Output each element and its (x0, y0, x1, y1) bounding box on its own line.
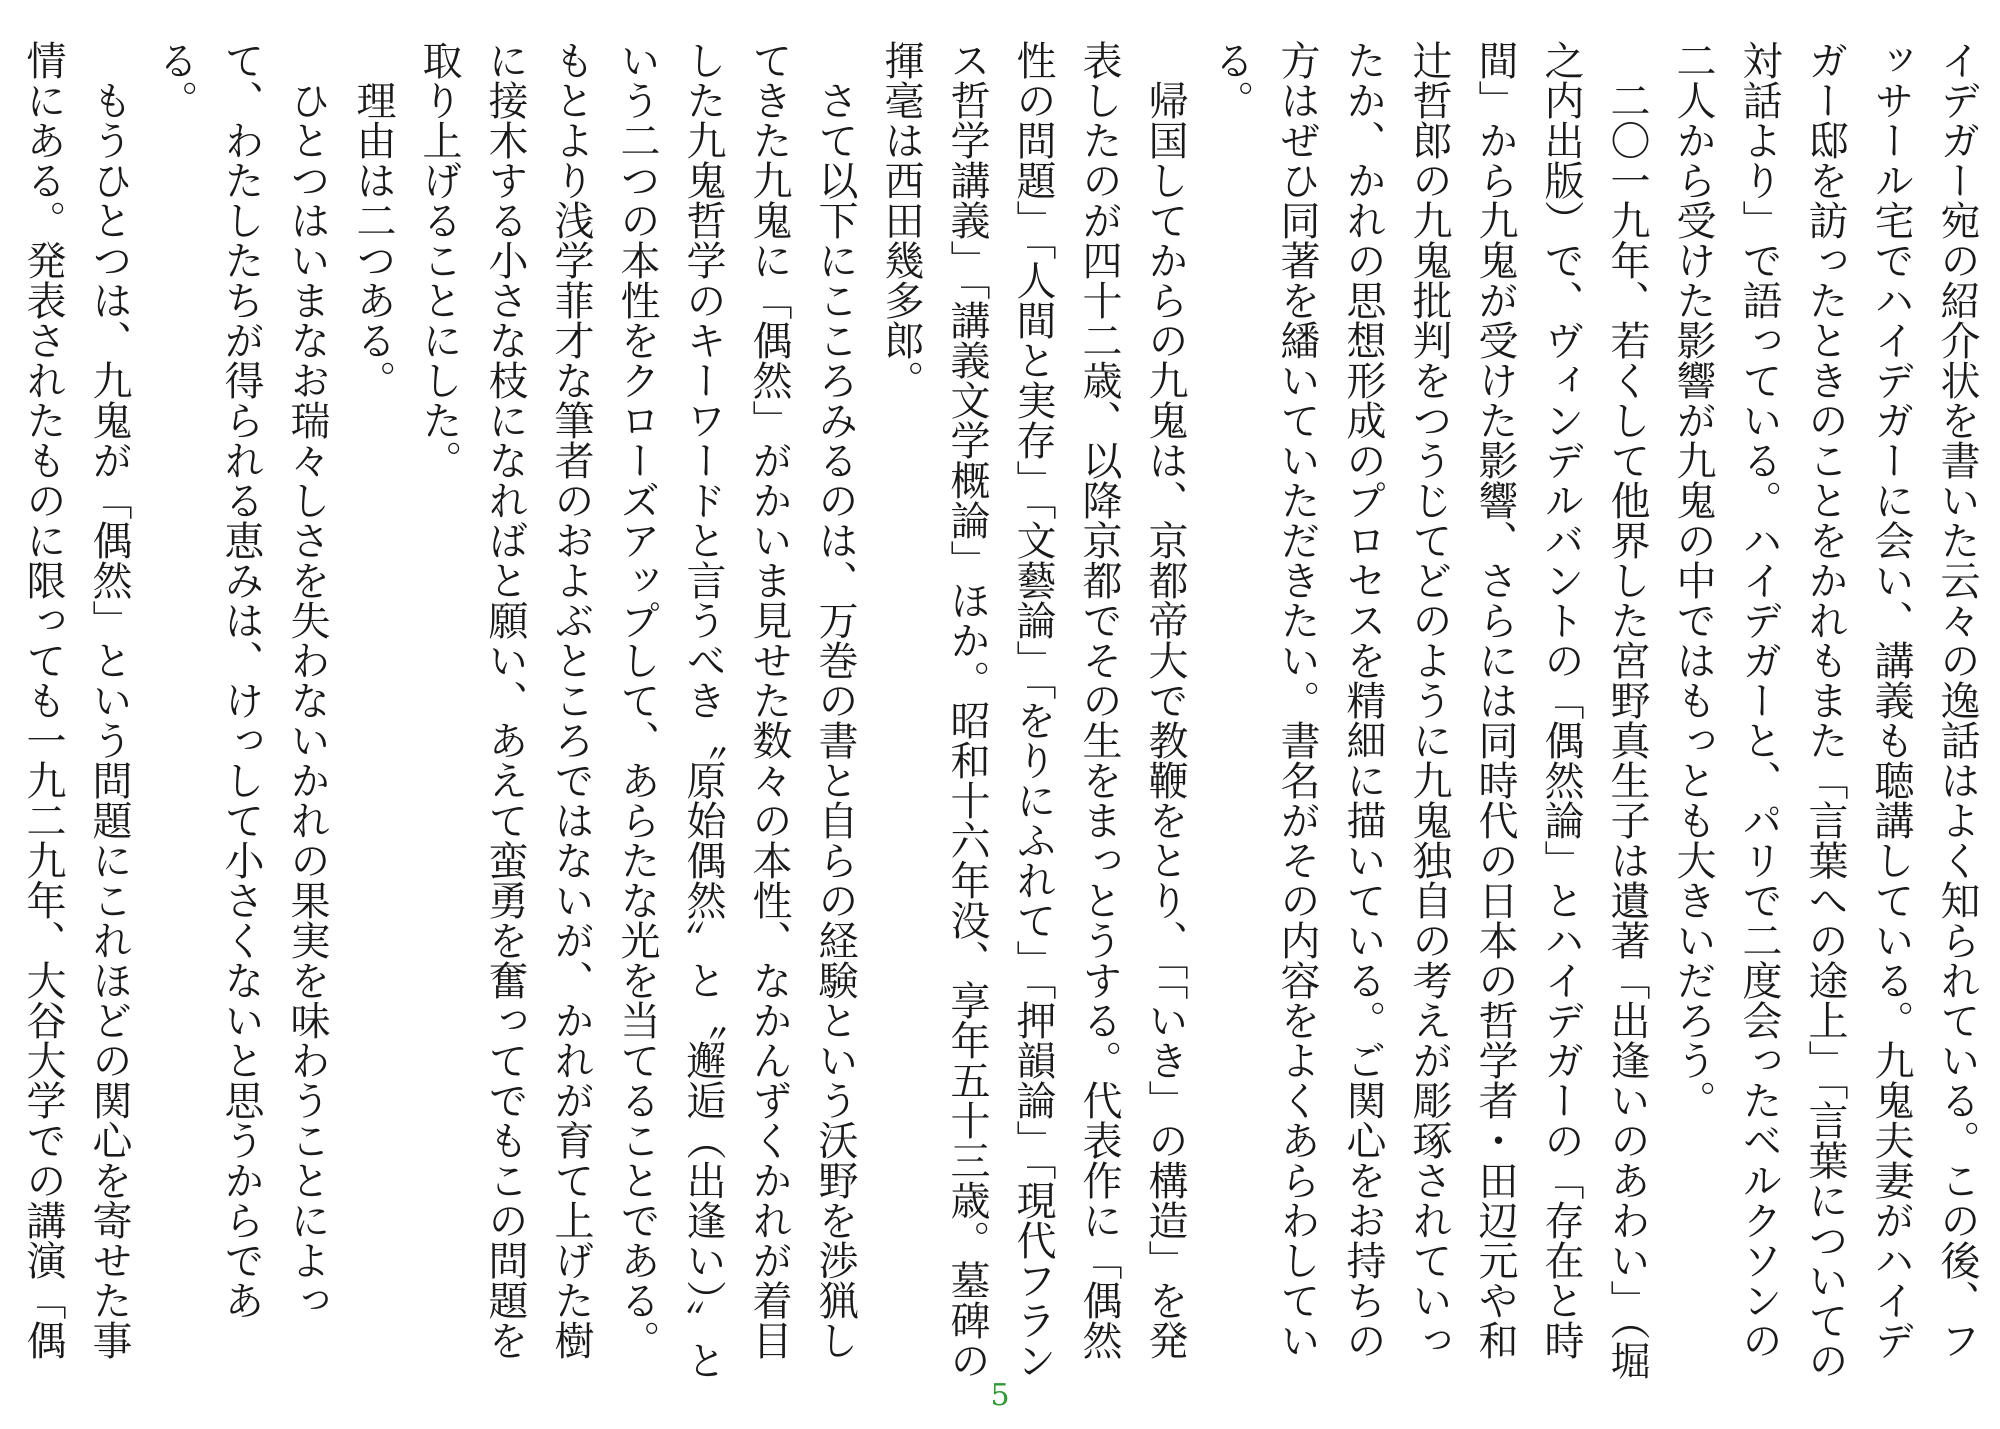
page-number: 5 (990, 1378, 1010, 1413)
paragraph-4: さて以下にこころみるのは、万巻の書と自らの経験という沃野を渉猟してきた九鬼に「偶然」がかいま見せた数々の本性、なかんずくかれが着目した九鬼哲学のキーワードと言うべき〝原始偶然〟と〝邂逅（出逢い）〟という二つの本性をクローズアップして、あらたな光を当てることである。もとより浅学菲才な筆者のおよぶところではないが、かれが育て上げた樹に接木する小さな枝になればと願い、あえて蛮勇を奮ってでもこの問題を取り上げることにした。 (416, 40, 858, 1380)
paragraph-6: ひとつはいまなお瑞々しさを失わないかれの果実を味わうことによって、わたしたちが得られる恵みは、けっして小さくないと思うからである。 (152, 40, 330, 1320)
paragraph-5: 理由は二つある。 (350, 80, 396, 400)
vertical-body-text (20, 40, 1990, 1380)
paragraph-1: イデガー宛の紹介状を書いた云々の逸話はよく知られている。この後、フッサール宅でハイデガーに会い、講義も聴講している。九鬼夫妻がハイデガー邸を訪ったときのことをかれもまた「言葉への途上」「言葉についての対話より」で語っている。ハイデガーと、パリで二度会ったベルクソンの二人から受けた影響が九鬼の中ではもっとも大きいだろう。 (1670, 40, 1980, 1380)
paragraph-7: もうひとつは、九鬼が「偶然」という問題にこれほどの関心を寄せた事情にある。発表されたものに限っても一九二九年、大谷大学での講演「偶 (20, 40, 132, 1360)
paragraph-3: 帰国してからの九鬼は、京都帝大で教鞭をとり、「「いき」の構造」を発表したのが四十二歳、以降京都でその生をまっとうする。代表作に「偶然性の問題」「人間と実存」「文藝論」「をりにふれて」「押韻論」「現代フランス哲学講義」「講義文学概論」ほか。昭和十六年没、享年五十三歳。墓碑の揮毫は西田幾多郎。 (878, 40, 1188, 1380)
paragraph-2: 二〇一九年、若くして他界した宮野真生子は遺著「出逢いのあわい」（堀之内出版）で、ヴィンデルバントの「偶然論」とハイデガーの「存在と時間」から九鬼が受けた影響、さらには同時代の日本の哲学者・田辺元や和辻哲郎の九鬼批判をつうじてどのように九鬼独自の考えが彫琢されていったか、かれの思想形成のプロセスを精細に描いている。ご関心をお持ちの方はぜひ同著を繙いていただきたい。書名がその内容をよくあらわしている。 (1208, 40, 1650, 1380)
